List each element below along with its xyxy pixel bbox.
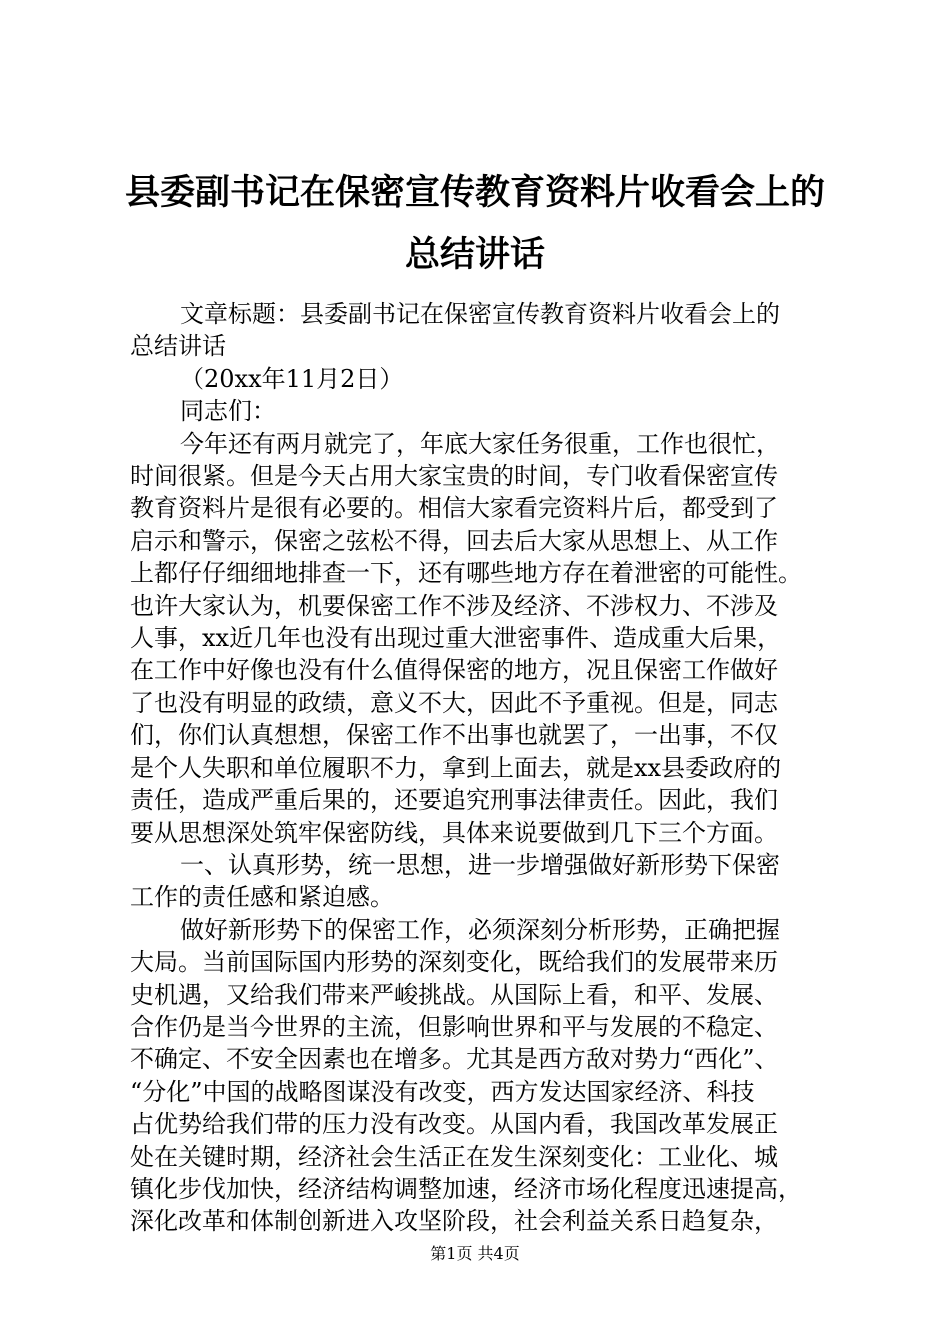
- paragraph-line: 镇化步伐加快，经济结构调整加速，经济市场化程度迅速提高，: [130, 1174, 802, 1203]
- paragraph-line: 做好新形势下的保密工作，必须深刻分析形势，正确把握: [180, 915, 780, 944]
- paragraph-line: 上都仔仔细细地排查一下，还有哪些地方存在着泄密的可能性。: [130, 559, 802, 588]
- paragraph-line: 们，你们认真想想，保密工作不出事也就罢了，一出事，不仅: [130, 721, 778, 750]
- paragraph-line: 史机遇，又给我们带来严峻挑战。从国际上看，和平、发展、: [130, 980, 778, 1009]
- paragraph-line: 占优势给我们带的压力没有改变。从国内看，我国改革发展正: [130, 1110, 778, 1139]
- section-heading-line: 一、认真形势，统一思想，进一步增强做好新形势下保密: [180, 850, 780, 879]
- paragraph-line: 了也没有明显的政绩，意义不大，因此不予重视。但是，同志: [130, 688, 778, 717]
- title-line-1: 县委副书记在保密宣传教育资料片收看会上的: [124, 173, 825, 213]
- paragraph-line: 不确定、不安全因素也在增多。尤其是西方敌对势力“西化”、: [130, 1045, 779, 1074]
- paragraph-line: 人事，xx近几年也没有出现过重大泄密事件、造成重大后果，: [130, 624, 782, 653]
- paragraph-line: “分化”中国的战略图谋没有改变，西方发达国家经济、科技: [130, 1077, 755, 1106]
- paragraph-line: 启示和警示，保密之弦松不得，回去后大家从思想上、从工作: [130, 526, 778, 555]
- date-line: （20xx年11月2日）: [180, 364, 404, 393]
- paragraph-line: 教育资料片是很有必要的。相信大家看完资料片后，都受到了: [130, 494, 778, 523]
- paragraph-line: 责任，造成严重后果的，还要追究刑事法律责任。因此，我们: [130, 786, 778, 815]
- paragraph-line: 今年还有两月就完了，年底大家任务很重，工作也很忙，: [180, 429, 780, 458]
- paragraph-line: 处在关键时期，经济社会生活正在发生深刻变化：工业化、城: [130, 1142, 778, 1171]
- paragraph-line: 大局。当前国际国内形势的深刻变化，既给我们的发展带来历: [130, 948, 778, 977]
- paragraph-line: 是个人失职和单位履职不力，拿到上面去，就是xx县委政府的: [130, 753, 782, 782]
- title-line-2: 总结讲话: [404, 235, 545, 275]
- paragraph-line: 深化改革和体制创新进入攻坚阶段，社会利益关系日趋复杂，: [130, 1207, 778, 1236]
- salutation: 同志们：: [180, 397, 276, 426]
- paragraph-line: 在工作中好像也没有什么值得保密的地方，况且保密工作做好: [130, 656, 778, 685]
- article-title-line-cont: 总结讲话: [130, 332, 226, 361]
- document-title: [100, 162, 850, 286]
- article-title-line: 文章标题：县委副书记在保密宣传教育资料片收看会上的: [180, 300, 780, 328]
- paragraph-line: 也许大家认为，机要保密工作不涉及经济、不涉权力、不涉及: [130, 591, 778, 620]
- paragraph-line: 合作仍是当今世界的主流，但影响世界和平与发展的不稳定、: [130, 1012, 778, 1041]
- section-heading-line: 工作的责任感和紧迫感。: [130, 883, 394, 912]
- paragraph-line: 时间很紧。但是今天占用大家宝贵的时间，专门收看保密宣传: [130, 462, 778, 491]
- paragraph-line: 要从思想深处筑牢保密防线，具体来说要做到几下三个方面。: [130, 818, 778, 847]
- document-body: [130, 298, 835, 1238]
- page-footer: 第1页 共4页: [430, 1244, 520, 1263]
